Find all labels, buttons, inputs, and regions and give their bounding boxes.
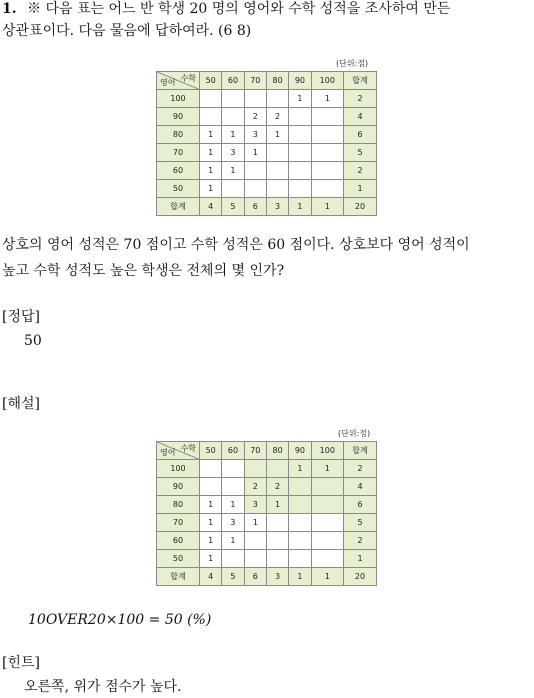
table-cell: 4 xyxy=(200,198,222,216)
table-cell xyxy=(266,180,288,198)
table-cell: 1 xyxy=(311,568,343,586)
answer-value: 50 xyxy=(24,333,42,349)
corner-bottom-label: 영어 xyxy=(160,448,176,457)
table-cell: 5 xyxy=(344,144,377,162)
table-cell xyxy=(311,180,343,198)
table-cell: 2 xyxy=(266,478,288,496)
column-header: 50 xyxy=(200,442,222,460)
table-cell: 1 xyxy=(266,126,288,144)
table-row xyxy=(157,496,377,514)
table-cell: 2 xyxy=(344,162,377,180)
table-cell xyxy=(311,550,343,568)
row-header: 100 xyxy=(157,460,200,478)
table-cell: 1 xyxy=(222,496,244,514)
table-cell xyxy=(289,108,311,126)
row-header: 80 xyxy=(157,496,200,514)
table-cell: 1 xyxy=(244,144,266,162)
table-cell xyxy=(222,90,244,108)
corner-cell xyxy=(157,72,200,90)
table-unit-1: (단위:점) xyxy=(336,59,369,68)
table-cell: 3 xyxy=(244,126,266,144)
table-cell xyxy=(311,144,343,162)
table-cell xyxy=(244,532,266,550)
ask-line-2: 높고 수학 성적도 높은 학생은 전체의 몇 인가? xyxy=(2,263,285,279)
table-cell: 1 xyxy=(222,162,244,180)
column-header: 80 xyxy=(266,442,288,460)
table-row xyxy=(157,198,377,216)
hint-text: 오른쪽, 위가 점수가 높다. xyxy=(24,679,182,695)
column-header: 80 xyxy=(266,72,288,90)
table-row xyxy=(157,460,377,478)
row-header: 80 xyxy=(157,126,200,144)
table-cell: 1 xyxy=(344,180,377,198)
column-header: 70 xyxy=(244,72,266,90)
table-cell xyxy=(244,180,266,198)
table-cell xyxy=(200,478,222,496)
table-cell xyxy=(311,532,343,550)
corner-bottom-label: 영어 xyxy=(160,78,176,87)
table-cell xyxy=(289,496,311,514)
table-cell: 1 xyxy=(311,460,343,478)
row-header: 합계 xyxy=(157,198,200,216)
corner-cell xyxy=(157,442,200,460)
column-header: 90 xyxy=(289,442,311,460)
table-cell: 20 xyxy=(344,198,377,216)
table-row xyxy=(157,108,377,126)
question-number: 1. xyxy=(2,1,17,17)
table-cell: 1 xyxy=(222,126,244,144)
table-cell: 1 xyxy=(200,550,222,568)
table-cell xyxy=(200,90,222,108)
table-cell: 1 xyxy=(200,162,222,180)
table-cell: 2 xyxy=(244,108,266,126)
explanation-label: [해설] xyxy=(2,396,40,412)
table-cell xyxy=(311,496,343,514)
question-line-1: ※ 다음 표는 어느 반 학생 20 명의 영어와 수학 성적을 조사하여 만든 xyxy=(27,1,451,17)
table-cell: 1 xyxy=(289,460,311,478)
table-cell: 6 xyxy=(344,496,377,514)
table-cell: 5 xyxy=(222,568,244,586)
table-row xyxy=(157,568,377,586)
table-cell: 1 xyxy=(200,514,222,532)
table-cell xyxy=(311,478,343,496)
column-header: 70 xyxy=(244,442,266,460)
table-cell: 5 xyxy=(344,514,377,532)
table-cell xyxy=(222,108,244,126)
table-cell xyxy=(244,550,266,568)
table-cell xyxy=(266,550,288,568)
column-header: 50 xyxy=(200,72,222,90)
row-header: 60 xyxy=(157,162,200,180)
row-header: 90 xyxy=(157,108,200,126)
column-header: 100 xyxy=(311,72,343,90)
table-row xyxy=(157,180,377,198)
table-cell: 4 xyxy=(344,108,377,126)
correlation-table xyxy=(156,71,377,216)
table-cell xyxy=(222,460,244,478)
table-cell xyxy=(200,460,222,478)
table-cell xyxy=(222,478,244,496)
table-cell: 3 xyxy=(266,568,288,586)
table-cell: 2 xyxy=(266,108,288,126)
explanation-formula: 10OVER20×100 = 50 (%) xyxy=(28,612,212,628)
column-header: 90 xyxy=(289,72,311,90)
table-cell: 6 xyxy=(244,198,266,216)
table-cell xyxy=(311,514,343,532)
question-line-2: 상관표이다. 다음 물음에 답하여라. (6 8) xyxy=(2,23,252,39)
table-cell: 6 xyxy=(344,126,377,144)
table-cell: 2 xyxy=(244,478,266,496)
table-row xyxy=(157,514,377,532)
table-cell: 1 xyxy=(244,514,266,532)
table-cell: 2 xyxy=(344,90,377,108)
column-header: 60 xyxy=(222,72,244,90)
table-cell xyxy=(266,514,288,532)
row-header: 50 xyxy=(157,180,200,198)
table-cell xyxy=(222,550,244,568)
question-block xyxy=(2,0,450,20)
table-unit-2: (단위:점) xyxy=(338,429,371,438)
table-cell: 3 xyxy=(222,514,244,532)
table-cell: 4 xyxy=(200,568,222,586)
table-cell xyxy=(289,162,311,180)
table-cell xyxy=(266,162,288,180)
correlation-table-highlighted xyxy=(156,441,377,586)
table-cell xyxy=(222,180,244,198)
table-row xyxy=(157,144,377,162)
column-header: 100 xyxy=(311,442,343,460)
table-cell xyxy=(244,90,266,108)
table-cell: 4 xyxy=(344,478,377,496)
row-header: 100 xyxy=(157,90,200,108)
table-row xyxy=(157,550,377,568)
table-cell: 1 xyxy=(200,126,222,144)
table-cell xyxy=(266,532,288,550)
table-cell: 20 xyxy=(344,568,377,586)
table-row xyxy=(157,126,377,144)
table-cell: 6 xyxy=(244,568,266,586)
table-cell: 1 xyxy=(289,568,311,586)
row-header: 합계 xyxy=(157,568,200,586)
table-cell: 3 xyxy=(244,496,266,514)
table-cell xyxy=(289,514,311,532)
table-cell xyxy=(289,126,311,144)
table-cell: 1 xyxy=(344,550,377,568)
table-cell xyxy=(311,108,343,126)
table-cell: 1 xyxy=(222,532,244,550)
table-cell: 1 xyxy=(200,532,222,550)
table-cell xyxy=(244,162,266,180)
table-cell xyxy=(266,90,288,108)
answer-label: [정답] xyxy=(2,309,40,325)
table-row xyxy=(157,478,377,496)
table-cell: 1 xyxy=(311,90,343,108)
table-cell xyxy=(244,460,266,478)
column-header: 60 xyxy=(222,442,244,460)
table-row xyxy=(157,162,377,180)
table-cell: 2 xyxy=(344,532,377,550)
table-cell: 1 xyxy=(200,144,222,162)
table-cell: 1 xyxy=(289,198,311,216)
column-header: 합계 xyxy=(344,442,377,460)
corner-top-label: 수학 xyxy=(180,74,196,83)
table-cell xyxy=(311,126,343,144)
table-cell xyxy=(200,108,222,126)
row-header: 50 xyxy=(157,550,200,568)
table-cell xyxy=(266,460,288,478)
row-header: 70 xyxy=(157,144,200,162)
row-header: 60 xyxy=(157,532,200,550)
table-cell xyxy=(289,144,311,162)
table-cell: 1 xyxy=(311,198,343,216)
table-cell: 3 xyxy=(266,198,288,216)
row-header: 90 xyxy=(157,478,200,496)
ask-line-1: 상호의 영어 성적은 70 점이고 수학 성적은 60 점이다. 상호보다 영어 성적이 xyxy=(2,237,470,253)
column-header: 합계 xyxy=(344,72,377,90)
table-cell: 3 xyxy=(222,144,244,162)
table-cell: 5 xyxy=(222,198,244,216)
table-cell: 1 xyxy=(266,496,288,514)
hint-label: [힌트] xyxy=(2,655,40,671)
table-row xyxy=(157,90,377,108)
table-cell xyxy=(289,180,311,198)
table-cell xyxy=(289,478,311,496)
row-header: 70 xyxy=(157,514,200,532)
table-cell xyxy=(311,162,343,180)
table-cell: 1 xyxy=(289,90,311,108)
table-row xyxy=(157,532,377,550)
table-cell: 1 xyxy=(200,496,222,514)
corner-top-label: 수학 xyxy=(180,444,196,453)
table-cell: 1 xyxy=(200,180,222,198)
table-cell xyxy=(289,532,311,550)
table-cell xyxy=(289,550,311,568)
table-cell xyxy=(266,144,288,162)
table-cell: 2 xyxy=(344,460,377,478)
